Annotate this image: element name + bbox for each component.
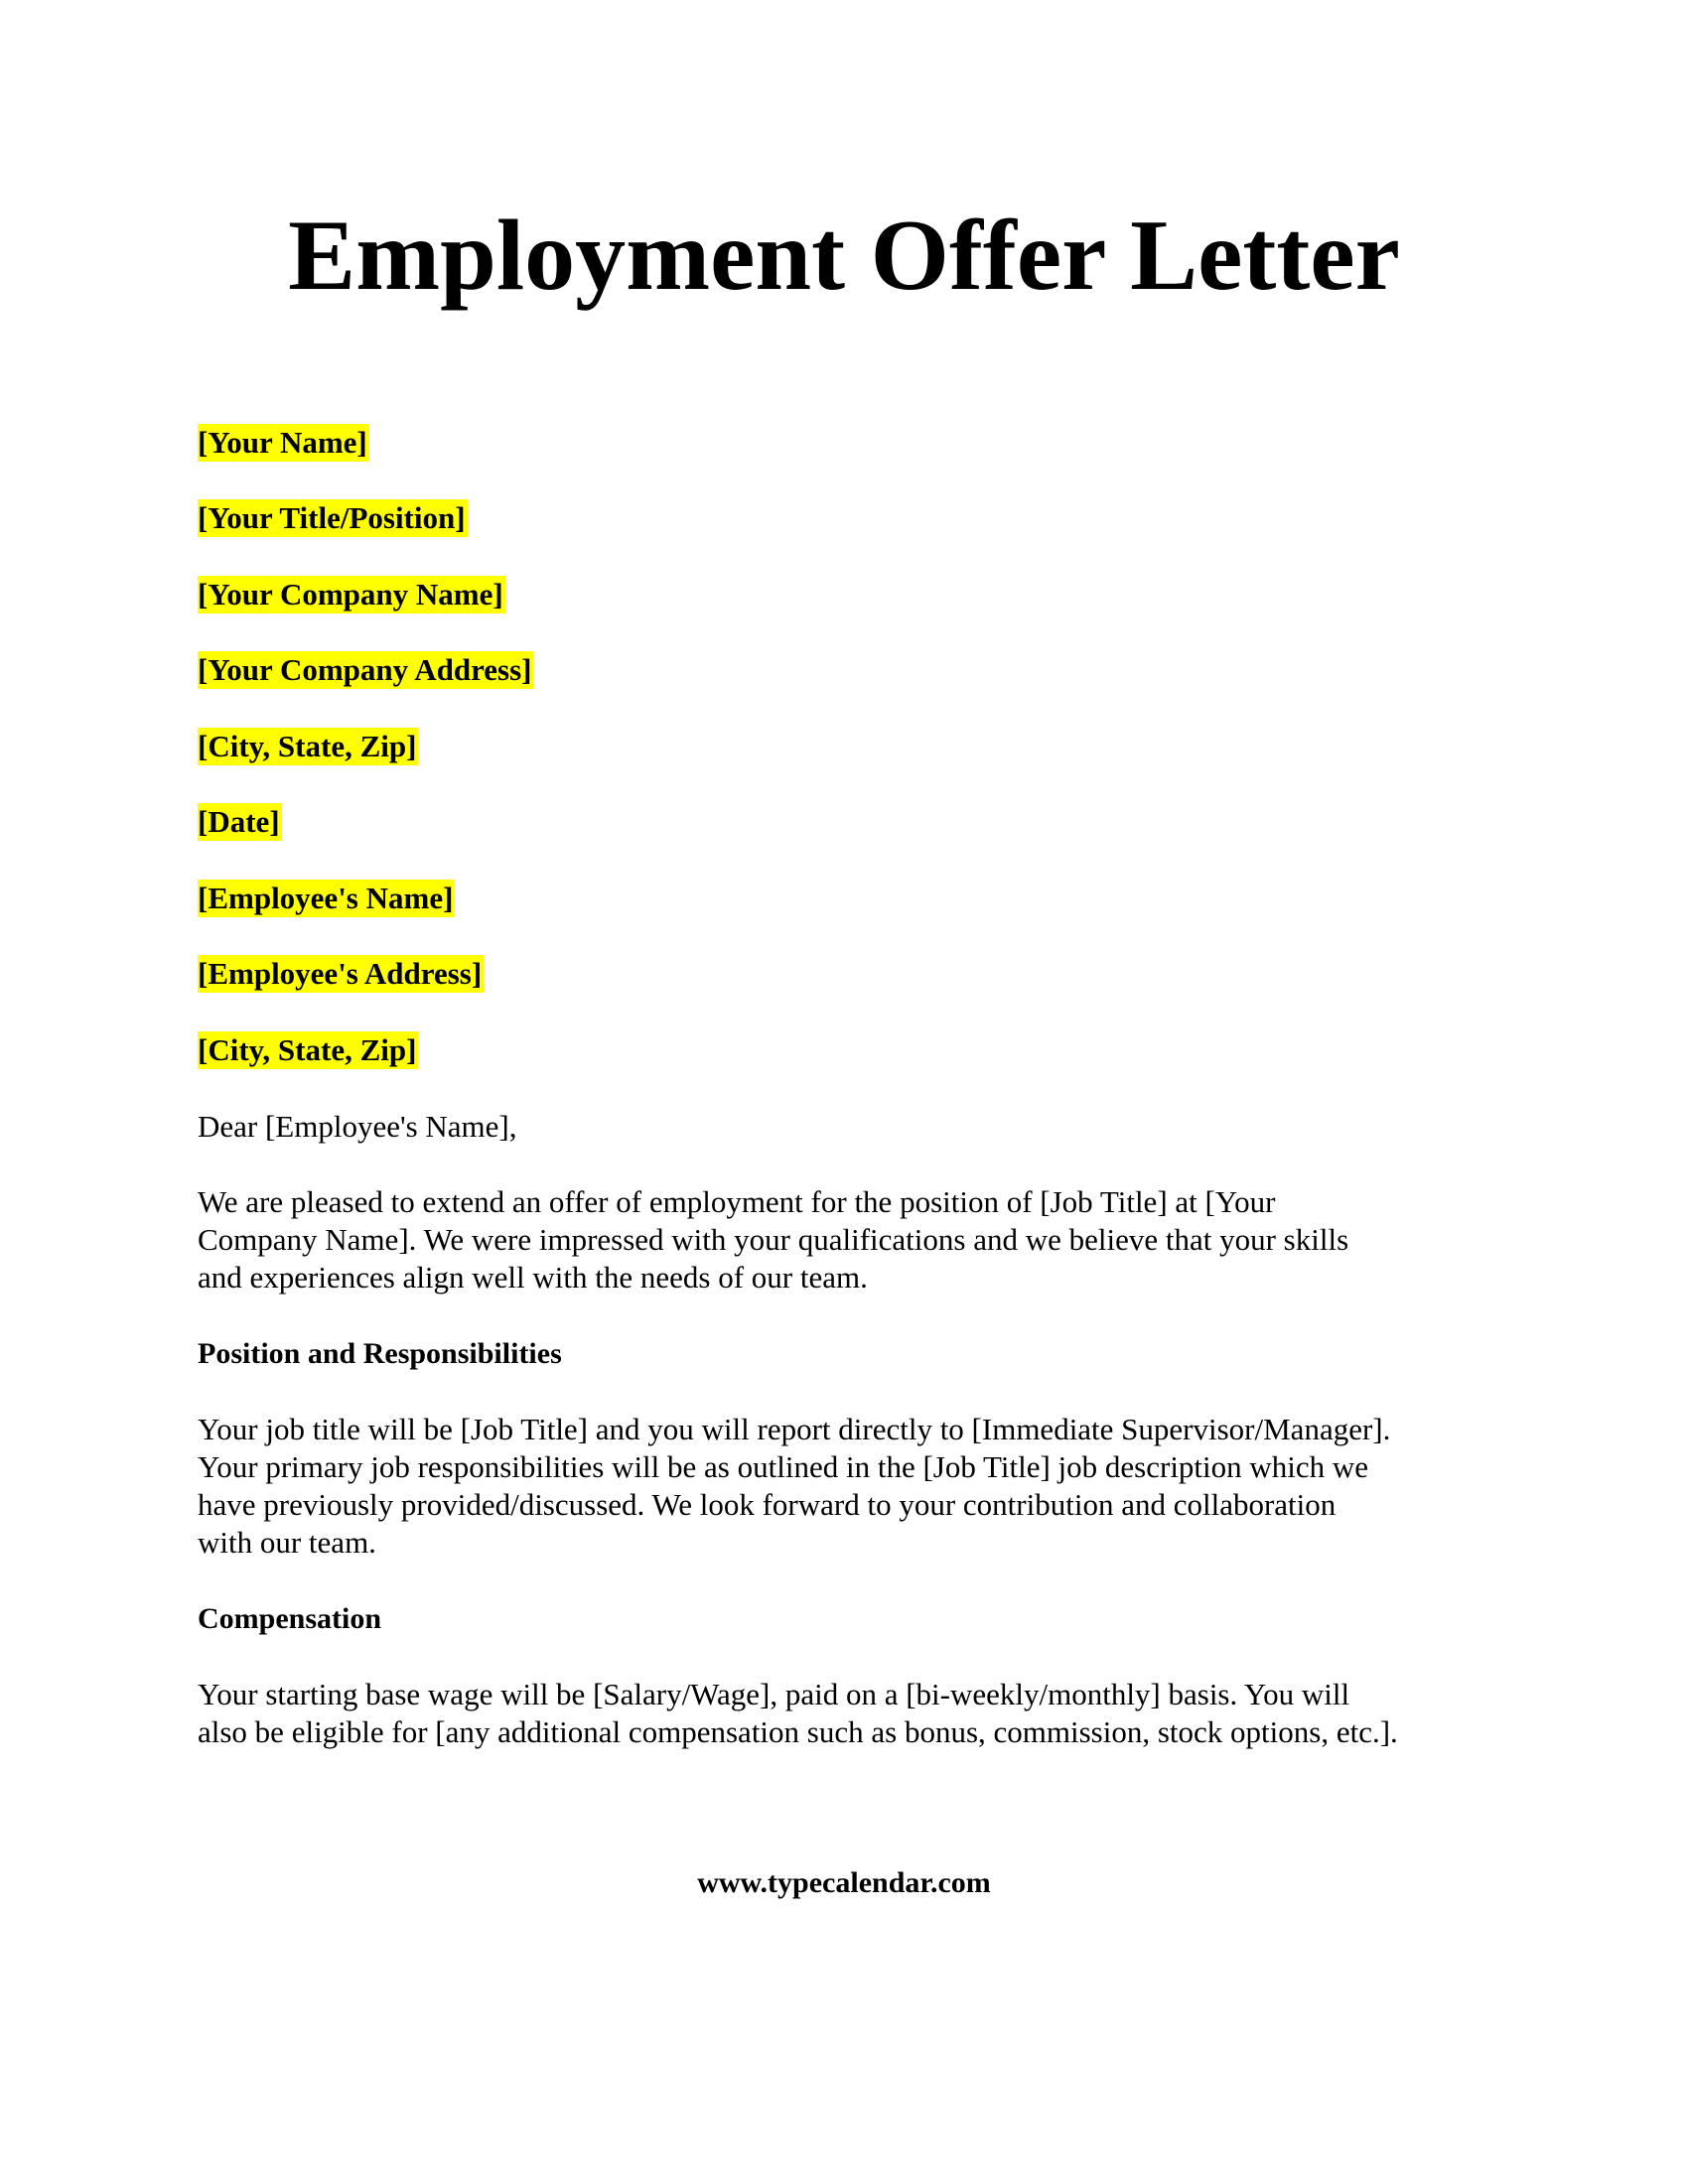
intro-line: We are pleased to extend an offer of employment for the position of [Job Title] at [Your [198, 1184, 1276, 1219]
company-address-placeholder: [Your Company Address] [198, 652, 532, 687]
position-line: Your job title will be [Job Title] and you will report directly to [Immediate Supervisor/Manager]. [198, 1412, 1391, 1446]
position-line: Your primary job responsibilities will be as outlined in the [Job Title] job description which we [198, 1449, 1369, 1484]
position-line: have previously provided/discussed. We look forward to your contribution and collaboration [198, 1487, 1336, 1522]
company-name-placeholder: [Your Company Name] [198, 577, 503, 612]
intro-line: Company Name]. We were impressed with your qualifications and we believe that your skills [198, 1222, 1349, 1257]
compensation-paragraph [198, 1676, 1508, 1751]
intro-paragraph [198, 1183, 1508, 1297]
document-title: Employment Offer Letter [288, 200, 1400, 312]
salutation: Dear [Employee's Name], [198, 1109, 517, 1144]
intro-line: and experiences align well with the needs of our team. [198, 1260, 868, 1295]
sender-title-placeholder: [Your Title/Position] [198, 500, 466, 535]
employee-city-placeholder: [City, State, Zip] [198, 1032, 417, 1067]
compensation-line: also be eligible for [any additional compensation such as bonus, commission, stock options, etc.]. [198, 1714, 1398, 1749]
sender-name-placeholder: [Your Name] [198, 425, 367, 460]
section-heading-compensation: Compensation [198, 1602, 382, 1635]
employee-address-placeholder: [Employee's Address] [198, 956, 483, 991]
employee-name-placeholder: [Employee's Name] [198, 881, 454, 915]
position-paragraph [198, 1411, 1508, 1562]
footer-website: www.typecalendar.com [697, 1866, 991, 1899]
company-city-placeholder: [City, State, Zip] [198, 729, 417, 763]
section-heading-position: Position and Responsibilities [198, 1337, 562, 1370]
position-line: with our team. [198, 1525, 376, 1560]
compensation-line: Your starting base wage will be [Salary/Wage], paid on a [bi-weekly/monthly] basis. You will [198, 1677, 1350, 1711]
date-placeholder: [Date] [198, 804, 280, 839]
